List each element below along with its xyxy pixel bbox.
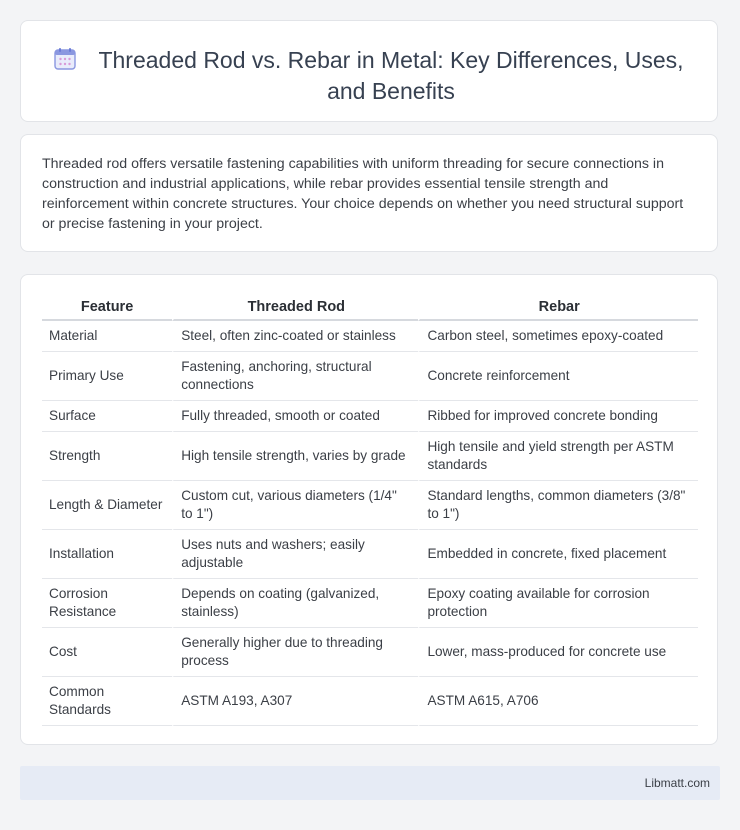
comparison-table-card	[20, 274, 718, 745]
rebar-cell: Carbon steel, sometimes epoxy-coated	[418, 321, 698, 352]
threaded-rod-cell: Fastening, anchoring, structural connections	[172, 352, 418, 401]
table-row	[42, 677, 698, 726]
feature-cell: Material	[42, 321, 172, 352]
footer-brand-link[interactable]: Libmatt.com	[644, 776, 710, 790]
rebar-cell: High tensile and yield strength per ASTM standards	[418, 432, 698, 481]
feature-cell: Installation	[42, 530, 172, 579]
page-title: Threaded Rod vs. Rebar in Metal: Key Differences, Uses, and Benefits	[98, 47, 684, 104]
summary-card	[20, 134, 718, 252]
rebar-cell: Standard lengths, common diameters (3/8" to 1")	[418, 481, 698, 530]
feature-cell: Strength	[42, 432, 172, 481]
threaded-rod-cell: ASTM A193, A307	[172, 677, 418, 726]
table-row	[42, 321, 698, 352]
table-row	[42, 401, 698, 432]
table-row	[42, 628, 698, 677]
footer	[20, 766, 720, 800]
threaded-rod-cell: Depends on coating (galvanized, stainless)	[172, 579, 418, 628]
table-row	[42, 530, 698, 579]
threaded-rod-cell: High tensile strength, varies by grade	[172, 432, 418, 481]
threaded-rod-cell: Custom cut, various diameters (1/4" to 1")	[172, 481, 418, 530]
feature-cell: Corrosion Resistance	[42, 579, 172, 628]
comparison-table	[42, 295, 698, 726]
header-card	[20, 20, 718, 122]
feature-cell: Common Standards	[42, 677, 172, 726]
calendar-icon	[53, 47, 77, 71]
threaded-rod-cell: Fully threaded, smooth or coated	[172, 401, 418, 432]
rebar-cell: ASTM A615, A706	[418, 677, 698, 726]
threaded-rod-cell: Generally higher due to threading process	[172, 628, 418, 677]
rebar-cell: Epoxy coating available for corrosion protection	[418, 579, 698, 628]
table-row	[42, 352, 698, 401]
feature-cell: Surface	[42, 401, 172, 432]
rebar-cell: Ribbed for improved concrete bonding	[418, 401, 698, 432]
column-header-feature: Feature	[42, 295, 172, 321]
table-row	[42, 432, 698, 481]
rebar-cell: Lower, mass-produced for concrete use	[418, 628, 698, 677]
threaded-rod-cell: Steel, often zinc-coated or stainless	[172, 321, 418, 352]
feature-cell: Primary Use	[42, 352, 172, 401]
summary-text: Threaded rod offers versatile fastening capabilities with uniform threading for secure connections in construction and industrial applications, while rebar provides essential tensile strength and reinforcement within concrete structures. Your choice depends on whether you need structural support or precise fastening in your project.	[42, 156, 684, 232]
table-row	[42, 579, 698, 628]
rebar-cell: Embedded in concrete, fixed placement	[418, 530, 698, 579]
column-header-threaded-rod: Threaded Rod	[172, 295, 418, 321]
title-row	[21, 45, 717, 107]
table-header-row	[42, 295, 698, 321]
threaded-rod-cell: Uses nuts and washers; easily adjustable	[172, 530, 418, 579]
rebar-cell: Concrete reinforcement	[418, 352, 698, 401]
table-row	[42, 481, 698, 530]
column-header-rebar: Rebar	[418, 295, 698, 321]
feature-cell: Length & Diameter	[42, 481, 172, 530]
feature-cell: Cost	[42, 628, 172, 677]
